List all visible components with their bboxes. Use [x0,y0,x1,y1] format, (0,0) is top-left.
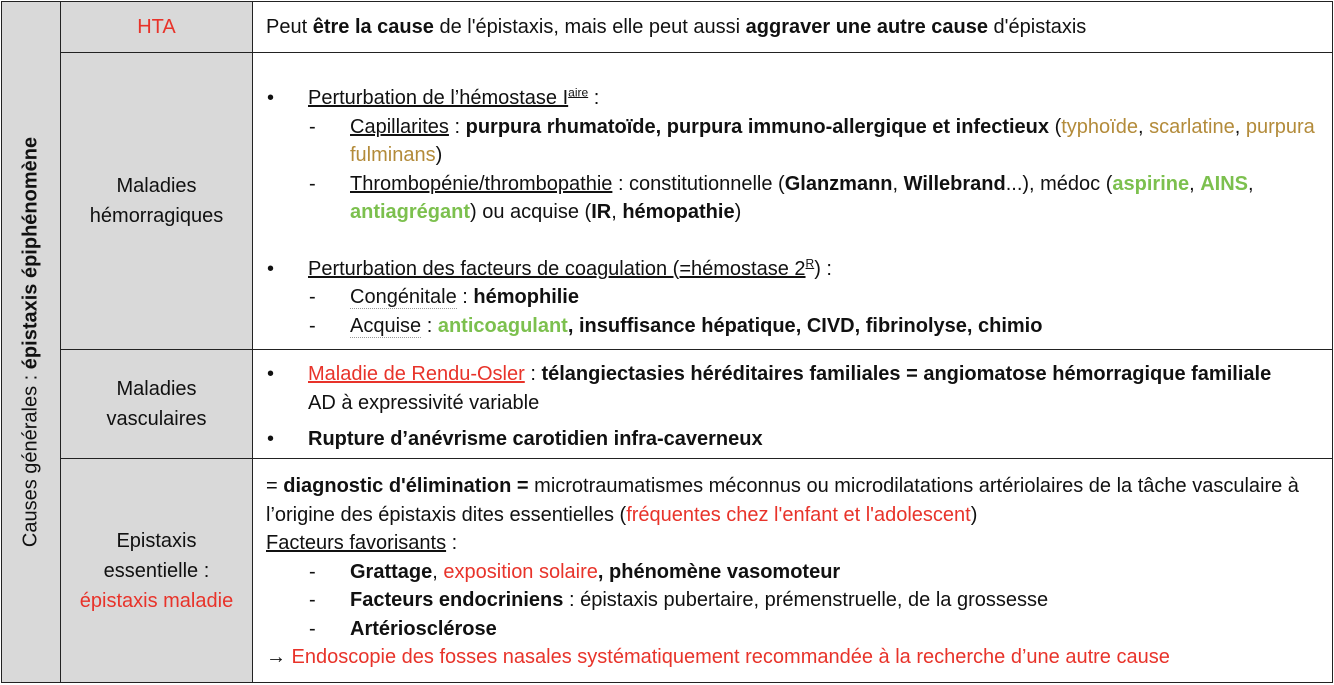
table-row-hemorragiques [61,53,1332,350]
list-item: - Artériosclérose [266,615,1320,644]
arrow-right-icon: → [266,646,286,668]
dash-icon: - [309,286,316,308]
side-label-bold: épistaxis épiphénomène [19,136,42,370]
table [1,1,1333,683]
row-label-vasculaires: Maladies vasculaires [61,350,253,458]
side-label-normal: Causes générales : [19,369,42,548]
dash-icon: - [309,172,316,195]
list-item: • Perturbation de l’hémostase $I^{aire}$ : [266,84,1320,113]
dash-icon: - [309,589,316,611]
row-content-hemorragiques [253,53,1332,349]
row-content-hta: Peut être la cause de l'épistaxis, mais elle peut aussi aggraver une autre cause d'épistaxis [266,15,1087,38]
factors-title: Facteurs favorisants : [266,532,458,554]
conclusion-text: → Endoscopie des fosses nasales systématiquement recommandée à la recherche d’une autre cause [266,646,1170,668]
list-item: - Facteurs endocriniens : épistaxis pubertaire, prémenstruelle, de la grossesse [266,586,1320,615]
list-item: • Rupture d’anévrisme carotidien infra-caverneux [266,425,1320,454]
dash-icon: - [309,115,316,138]
row-content-essentielle [253,459,1332,682]
table-row-hta [61,2,1332,53]
list-item: - Thrombopénie/thrombopathie : constitutionnelle (Glanzmann, Willebrand...), médoc (aspirine, AINS, antiagrégant) ou acquise (IR, hémopathie) [266,170,1320,227]
list-item: - Congénitale : hémophilie [266,283,1320,312]
row-label-hta [61,2,253,52]
hta-label: HTA [137,16,176,38]
row-label-hemorragiques: Maladies hémorragiques [61,53,253,349]
bullet-icon: • [267,428,275,450]
side-header-cell [2,2,61,682]
bullet-icon: • [267,257,275,280]
bullet-icon: • [267,87,275,109]
list-item: - Grattage, exposition solaire, phénomène vasomoteur [266,558,1320,587]
side-header-label [20,137,43,547]
list-item: • Maladie de Rendu-Osler : télangiectasies héréditaires familiales = angiomatose hémorragique familiale AD à expressivité variable [266,360,1320,417]
row-content-vasculaires [253,350,1332,458]
dash-icon: - [309,314,316,337]
bullet-icon: • [267,363,275,385]
definition-text: = diagnostic d'élimination = microtraumatismes méconnus ou microdilatations artériolaires de la tâche vasculaire à l’origine des épistaxis dites essentielles (fréquentes chez l'enfant et l'adolescent) [266,475,1299,526]
table-body [61,2,1332,682]
row-label-essentielle: Epistaxis essentielle : épistaxis maladie [61,459,253,682]
table-row-essentielle [61,459,1332,682]
list-item: - Acquise : anticoagulant, insuffisance hépatique, CIVD, fibrinolyse, chimio [266,312,1320,341]
list-item: - Capillarites : purpura rhumatoïde, purpura immuno-allergique et infectieux (typhoïde, scarlatine, purpura fulminans) [266,113,1320,170]
dash-icon: - [309,617,316,640]
dash-icon: - [309,560,316,583]
list-item: • Perturbation des facteurs de coagulation (=hémostase $2^R$) : [266,255,1320,284]
table-row-vasculaires [61,350,1332,459]
